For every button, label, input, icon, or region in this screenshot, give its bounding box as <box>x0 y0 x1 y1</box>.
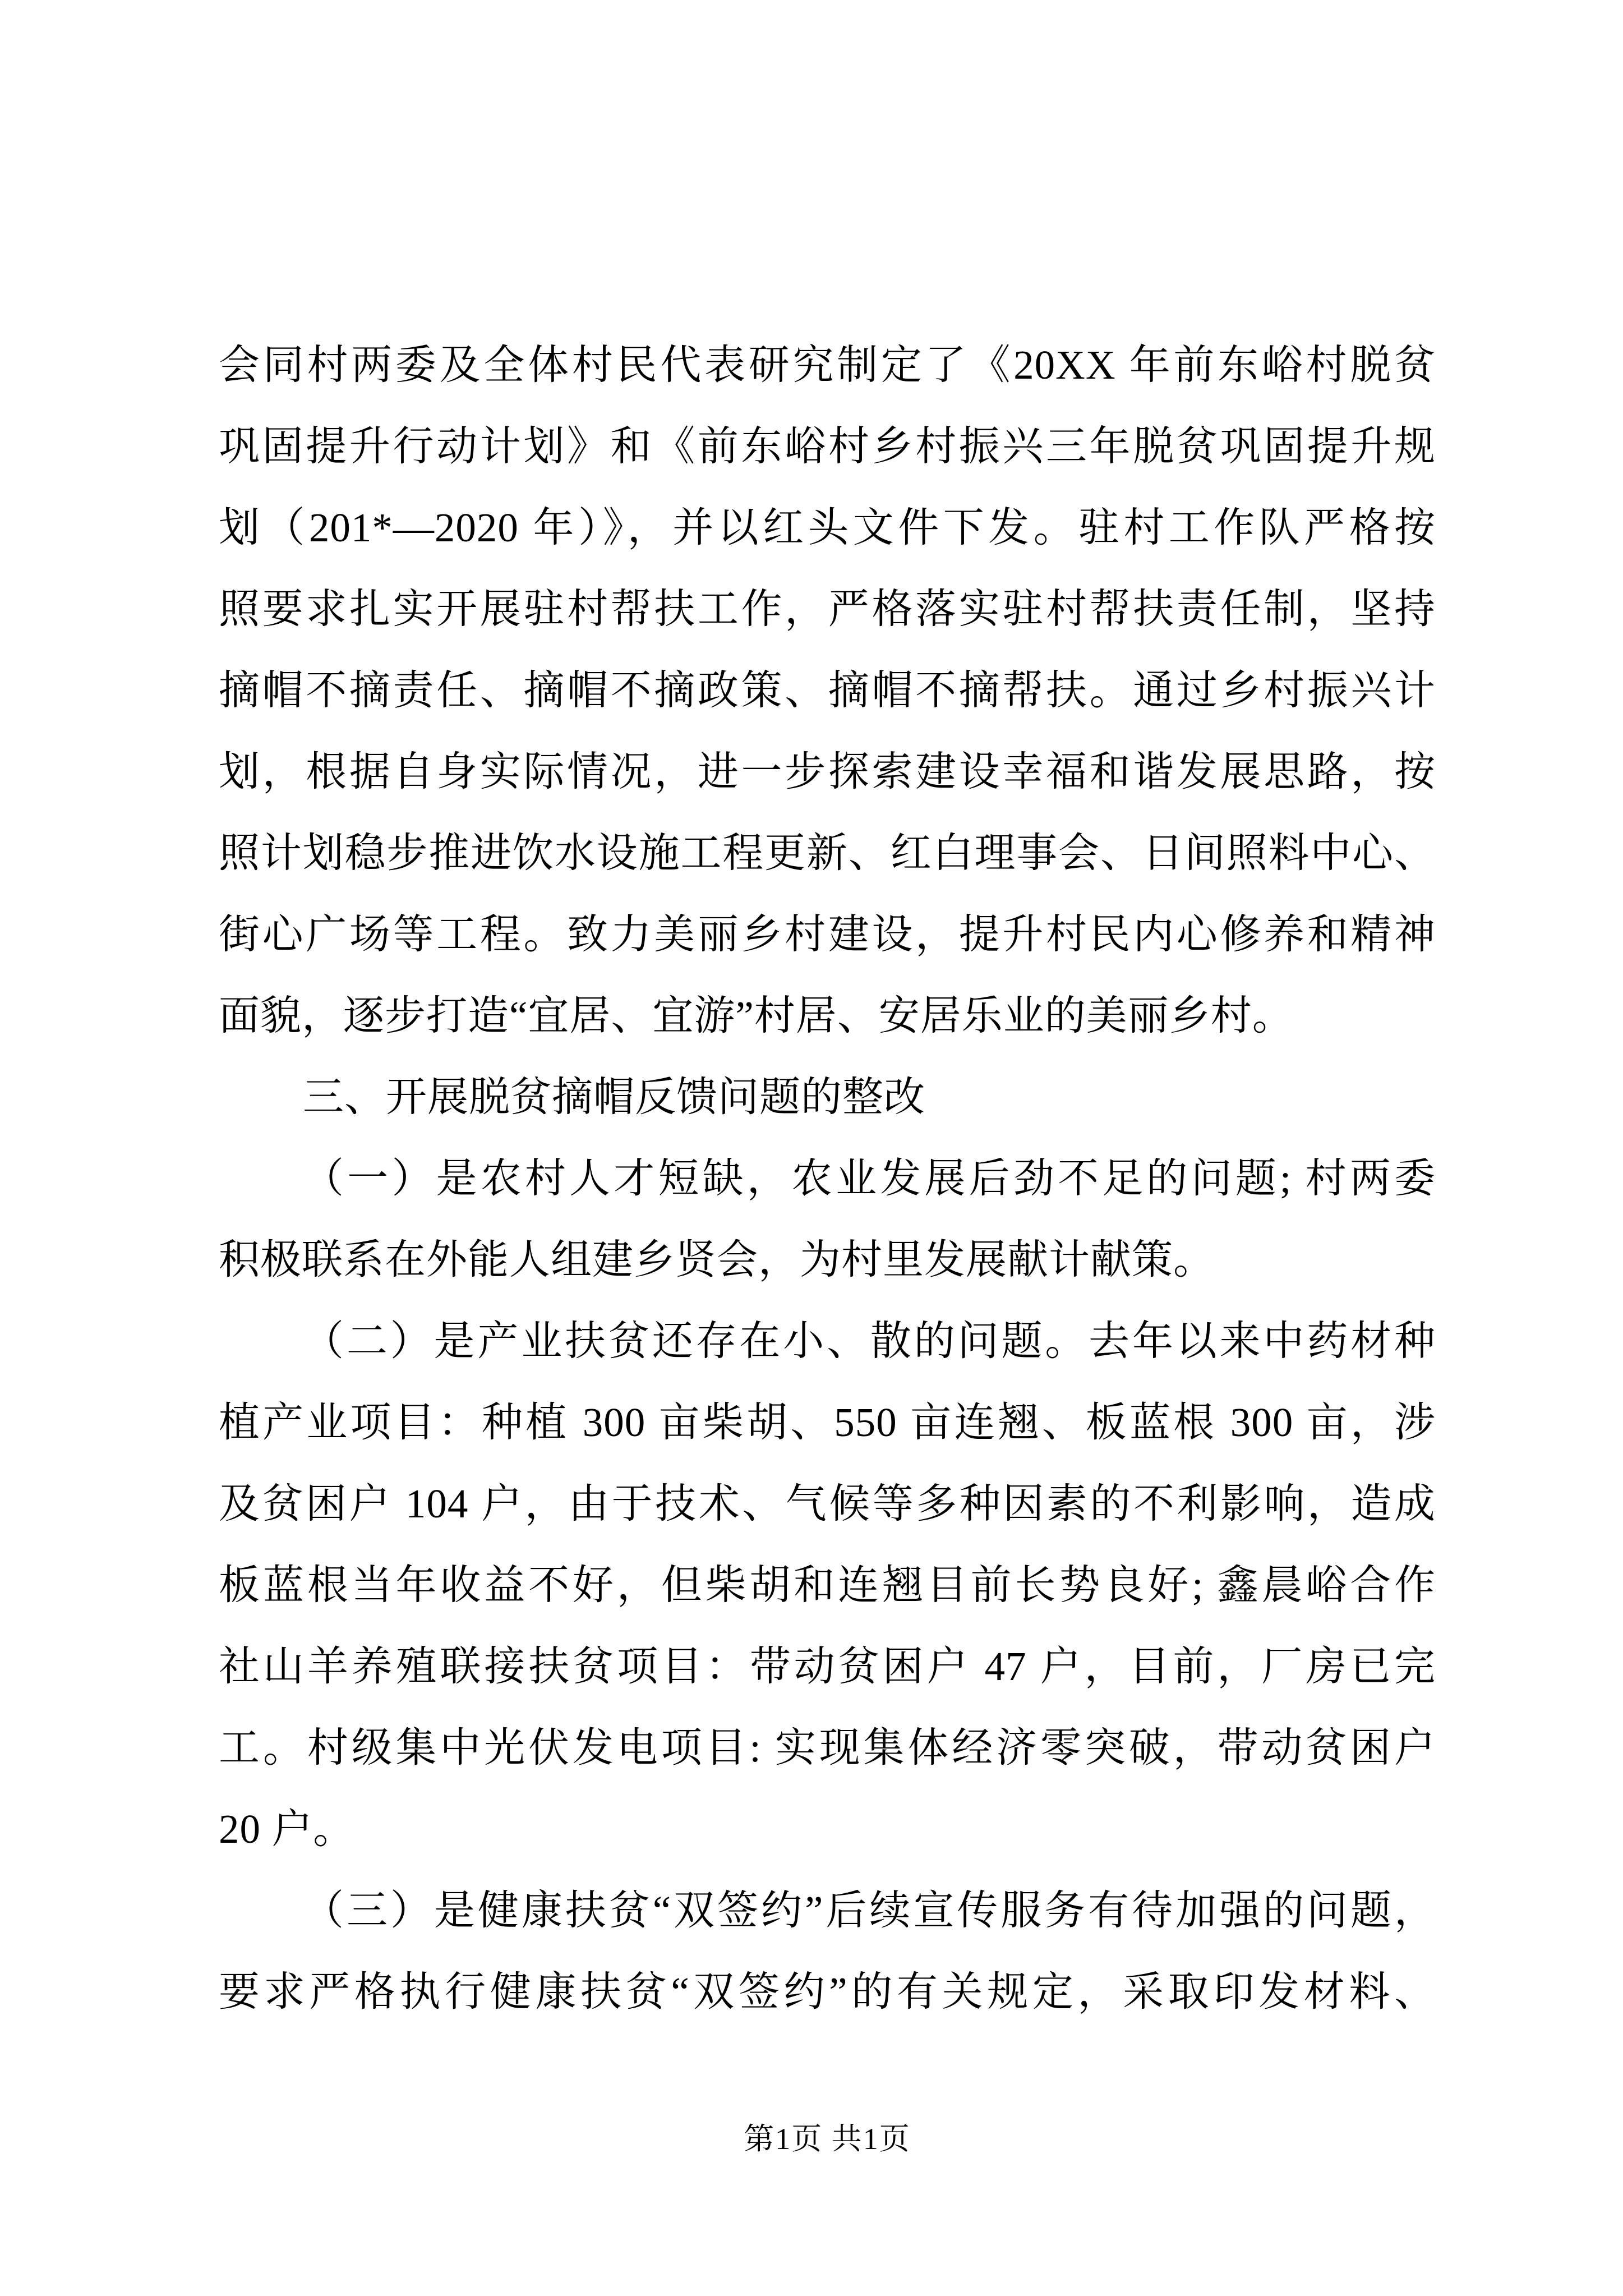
page-footer <box>219 2119 1436 2159</box>
text-line: 20 户。 <box>219 1806 355 1852</box>
text-line: （一）是农村人才短缺，农业发展后劲不足的问题; 村两委 <box>303 1156 1436 1201</box>
page-number-text: 第1页 共1页 <box>744 2122 911 2156</box>
text-line: 摘帽不摘责任、摘帽不摘政策、摘帽不摘帮扶。通过乡村振兴计 <box>219 668 1436 713</box>
text-line: 及贫困户 104 户，由于技术、气候等多种因素的不利影响，造成 <box>219 1481 1436 1526</box>
text-line: 植产业项目：种植 300 亩柴胡、550 亩连翘、板蓝根 300 亩，涉 <box>219 1400 1436 1445</box>
text-line: 要求严格执行健康扶贫“双签约”的有关规定，采取印发材料、 <box>219 1969 1436 2014</box>
text-line: 面貌，逐步打造“宜居、宜游”村居、安居乐业的美丽乡村。 <box>219 993 1294 1038</box>
document-body <box>219 324 1436 2032</box>
text-line: 巩固提升行动计划》和《前东峪村乡村振兴三年脱贫巩固提升规 <box>219 424 1436 469</box>
text-line: 照计划稳步推进饮水设施工程更新、红白理事会、日间照料中心、 <box>219 830 1436 876</box>
text-line: （二）是产业扶贫还存在小、散的问题。去年以来中药材种 <box>303 1318 1436 1364</box>
text-line: 积极联系在外能人组建乡贤会，为村里发展献计献策。 <box>219 1237 1215 1282</box>
text-line: （三）是健康扶贫“双签约”后续宣传服务有待加强的问题， <box>303 1888 1436 1933</box>
text-line: 街心广场等工程。致力美丽乡村建设，提升村民内心修养和精神 <box>219 912 1436 957</box>
text-line: 划（201*—2020 年）》，并以红头文件下发。驻村工作队严格按 <box>219 505 1436 550</box>
text-line: 三、开展脱贫摘帽反馈问题的整改 <box>303 1074 925 1120</box>
text-line: 划，根据自身实际情况，进一步探索建设幸福和谐发展思路，按 <box>219 749 1436 794</box>
text-line: 社山羊养殖联接扶贫项目：带动贫困户 47 户，目前，厂房已完 <box>219 1644 1436 1689</box>
text-line: 板蓝根当年收益不好，但柴胡和连翘目前长势良好; 鑫晨峪合作 <box>219 1562 1436 1608</box>
text-line: 照要求扎实开展驻村帮扶工作，严格落实驻村帮扶责任制，坚持 <box>219 586 1436 632</box>
text-line: 会同村两委及全体村民代表研究制定了《20XX 年前东峪村脱贫 <box>219 342 1436 388</box>
text-line: 工。村级集中光伏发电项目: 实现集体经济零突破，带动贫困户 <box>219 1725 1436 1770</box>
